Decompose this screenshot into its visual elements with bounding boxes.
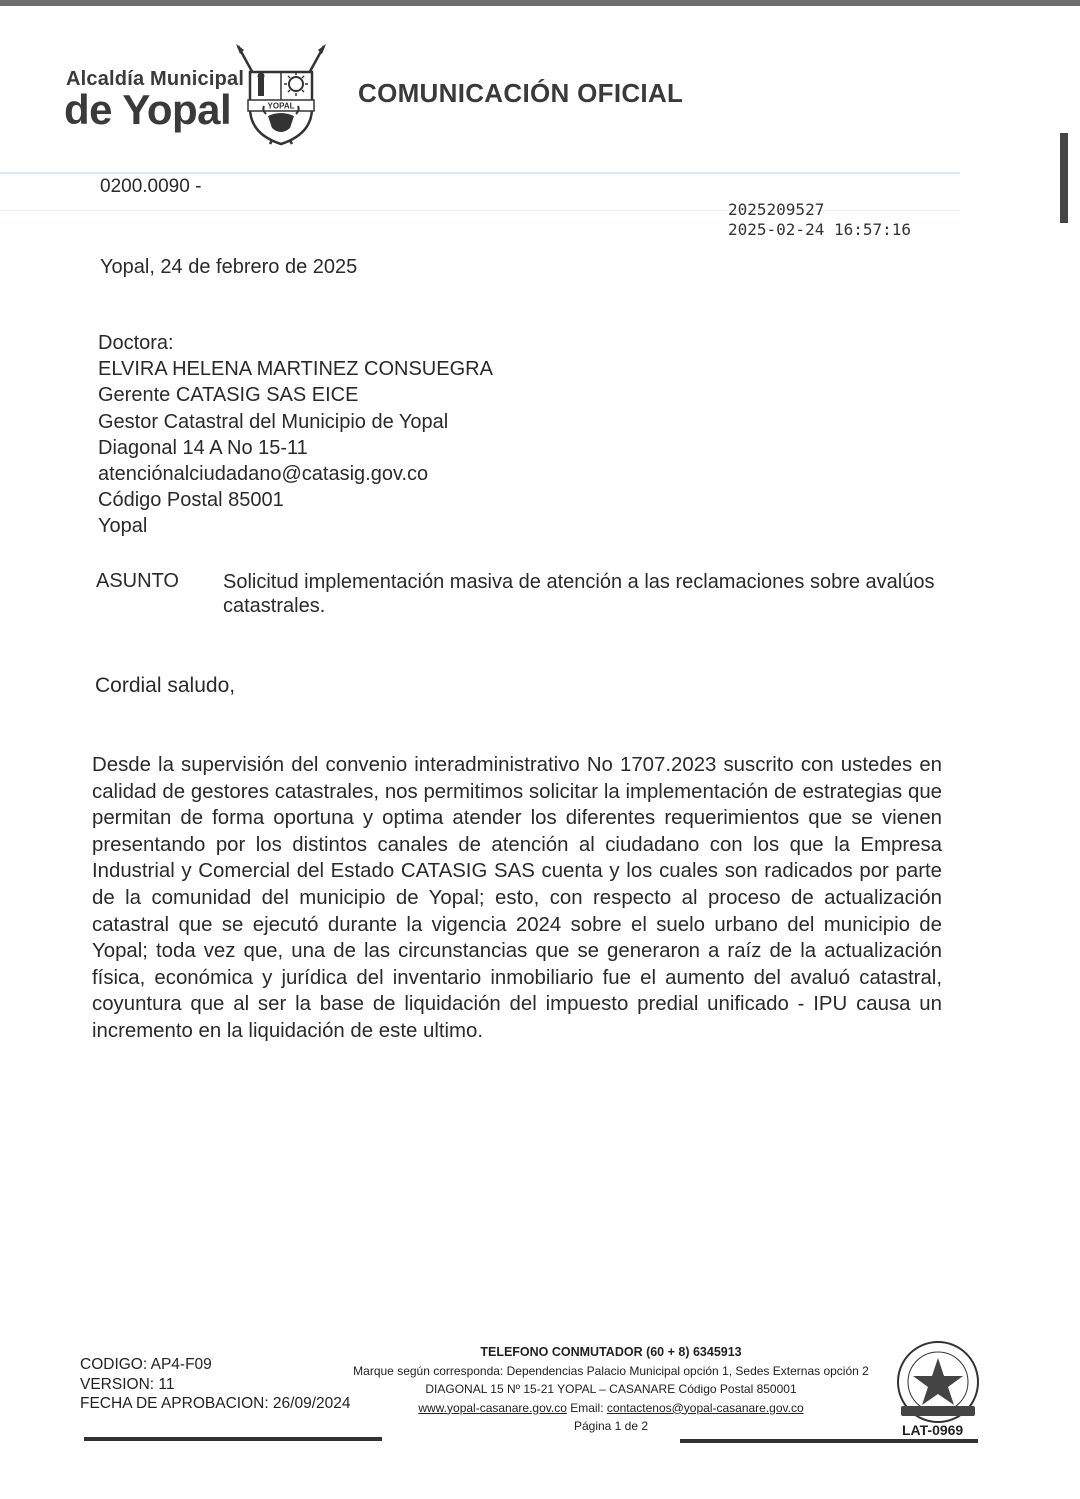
reference-code: 0200.0090 - (100, 176, 202, 197)
logo-text-alcaldia: Alcaldía Municipal (66, 68, 245, 90)
scan-mark (1060, 133, 1068, 223)
footer-direccion: DIAGONAL 15 Nº 15-21 YOPAL – CASANARE Código Postal 850001 (425, 1382, 797, 1396)
subject-label: ASUNTO (96, 570, 179, 592)
footer-document-control (80, 1355, 351, 1414)
addressee-block (98, 330, 493, 540)
addressee-position: Gerente CATASIG SAS EICE (98, 384, 359, 407)
addressee-city: Yopal (98, 515, 148, 538)
footer-marque: Marque según corresponda: Dependencias Palacio Municipal opción 1, Sedes Externas opción 2 (353, 1363, 869, 1378)
municipal-crest-icon (232, 44, 330, 148)
addressee-name: ELVIRA HELENA MARTINEZ CONSUEGRA (98, 358, 493, 381)
footer-fecha-aprobacion: FECHA DE APROBACION: 26/09/2024 (80, 1395, 351, 1412)
footer-bar-right (680, 1439, 978, 1443)
footer-telefono: TELEFONO CONMUTADOR (60 + 8) 6345913 (480, 1345, 742, 1359)
footer-codigo: CODIGO: AP4-F09 (80, 1356, 212, 1373)
date-line: Yopal, 24 de febrero de 2025 (100, 256, 358, 278)
header-divider (0, 172, 960, 174)
document-title: COMUNICACIÓN OFICIAL (358, 78, 684, 108)
addressee-address: Diagonal 14 A No 15-11 (98, 436, 308, 459)
radicado-stamp (728, 200, 911, 240)
radicado-number: 2025209527 (728, 200, 825, 219)
footer-contact-info (350, 1343, 872, 1436)
footer-page-number: Página 1 de 2 (573, 1419, 649, 1433)
footer-website-link[interactable]: www.yopal-casanare.gov.co (418, 1400, 567, 1415)
body-paragraph: Desde la supervisión del convenio interadministrativo No 1707.2023 suscrito con ustedes en calidad de gestores catastrales, nos permitimos solicitar la implementación de estrategias que permitan de forma oportuna y optima atender los diferentes requerimientos que se vienen presentando por los distintos canales de atención al ciudadano con los que la Empresa Industrial y Comercial del Estado CATASIG SAS cuenta y los cuales son radicados por parte de la comunidad del municipio de Yopal; esto, con respecto al proceso de actualización catastral que se ejecutó durante la vigencia 2024 sobre el suelo urbano del municipio de Yopal; toda vez que, una de las circunstancias que se generaron a raíz de la actualización física, económica y jurídica del inventario inmobiliario fue el aumento del avaluó catastral, coyuntura que al ser la base de liquidación del impuesto predial unificado - IPU causa un incremento en la liquidación de este ultimo. (92, 754, 942, 1042)
logo-text-yopal: de Yopal (64, 86, 232, 133)
page-top-border (0, 0, 1080, 6)
greeting: Cordial saludo, (95, 674, 236, 697)
addressee-role: Gestor Catastral del Municipio de Yopal (98, 410, 449, 433)
subject-text: Solicitud implementación masiva de atención a las reclamaciones sobre avalúos catastrales. (223, 571, 935, 617)
certification-seal-icon (893, 1340, 983, 1430)
addressee-salutation: Doctora: (98, 332, 174, 354)
footer-email-label: Email: (570, 1400, 604, 1415)
radicado-datetime: 2025-02-24 16:57:16 (728, 220, 912, 239)
crest-label: YOPAL (267, 101, 295, 111)
footer-web-email-line (350, 1399, 872, 1418)
addressee-postal-code: Código Postal 85001 (98, 489, 284, 512)
footer-version: VERSION: 11 (80, 1375, 175, 1393)
footer-bar-left (84, 1437, 382, 1441)
footer-email-link[interactable]: contactenos@yopal-casanare.gov.co (606, 1400, 804, 1415)
certification-code: LAT-0969 (902, 1422, 964, 1438)
addressee-email: atenciónalciudadano@catasig.gov.co (98, 462, 429, 485)
